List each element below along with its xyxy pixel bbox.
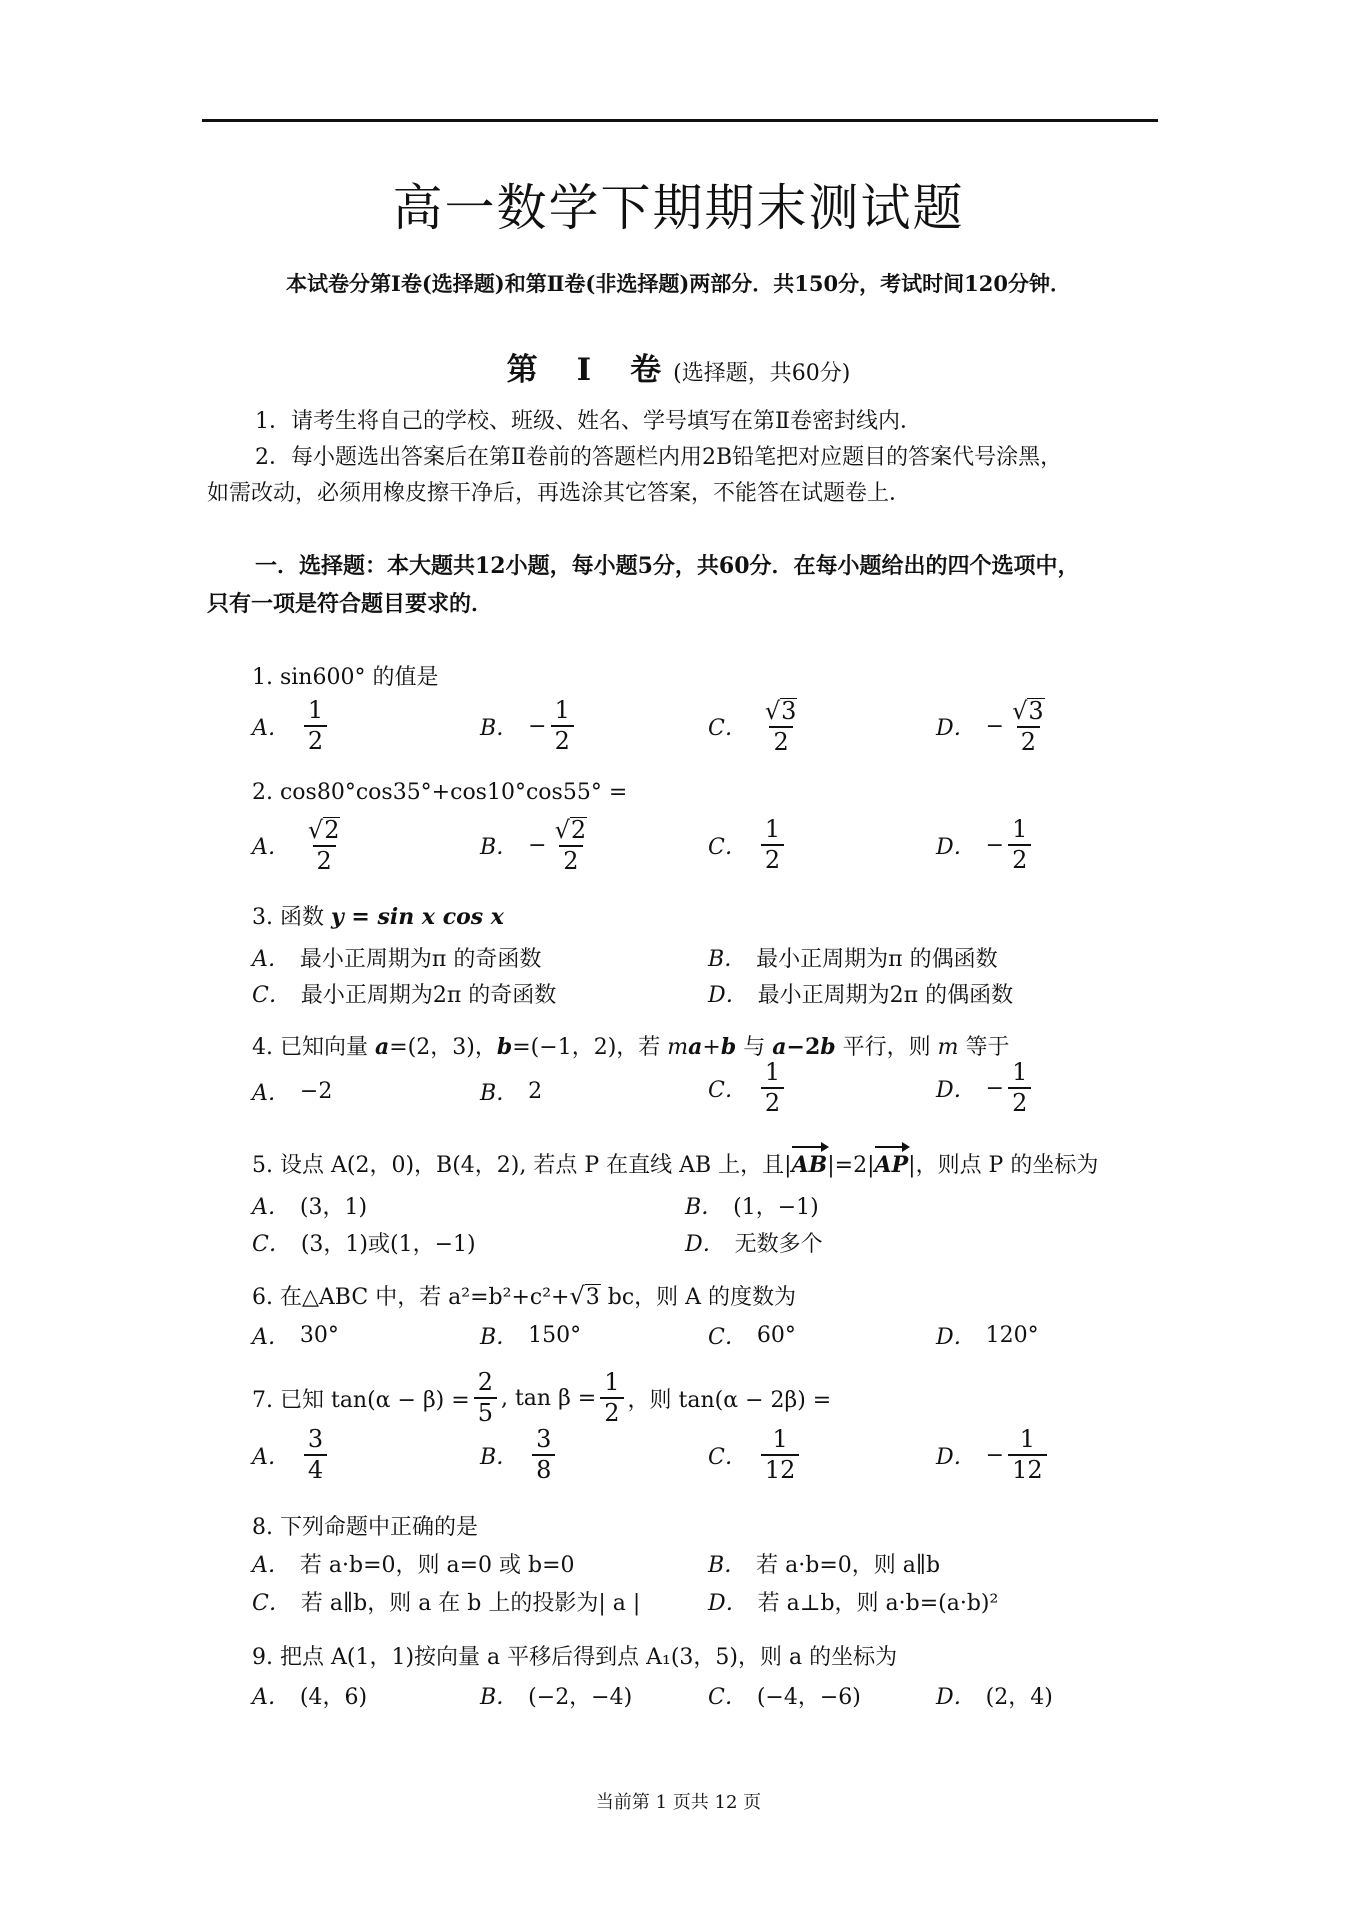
q1-b-label: B．: [480, 715, 519, 741]
q4-option-b: B． 2: [480, 1079, 543, 1106]
q7-option-c: C． $\frac{1}{12}$: [708, 1427, 803, 1483]
top-rule: [202, 119, 1158, 122]
q1-b-fraction: $\frac{1}{2}$: [551, 698, 574, 754]
q4-option-d: D． − $\frac{1}{2}$: [936, 1060, 1035, 1116]
q9-option-d: D． (2，4): [936, 1685, 1053, 1710]
section-heading: [207, 547, 1162, 623]
q1-c-label: C．: [708, 716, 747, 742]
volume-title: 第 Ⅰ 卷: [506, 352, 666, 388]
q6-option-d: D． 120°: [936, 1323, 1039, 1350]
page-title: 高一数学下期期末测试题: [392, 179, 965, 237]
q3-option-b: B． 最小正周期为π 的偶函数: [708, 947, 998, 972]
q1-d-label: D．: [936, 716, 976, 742]
q3-stem: 3. 函数 y = sin x cos x: [252, 904, 504, 930]
q4-stem: 4. 已知向量 a=(2，3)，b=(−1，2)，若 ma+b 与 a−2b 平行，则 m 等于: [252, 1034, 1010, 1060]
q8-option-c: C． 若 a∥b，则 a 在 b 上的投影为| a |: [252, 1591, 641, 1616]
q2-option-a: A． $\frac{√2}{2}$: [252, 817, 348, 874]
q9-option-a: A． (4，6): [252, 1685, 368, 1710]
q1-option-d: D． − $\frac{√3}{2}$: [936, 698, 1053, 755]
exam-intro: 本试卷分第Ⅰ卷(选择题)和第Ⅱ卷(非选择题)两部分．共150分，考试时间120分钟．: [286, 271, 1071, 296]
q9-stem: 9. 把点 A(1，1)按向量 a 平移后得到点 A₁(3，5)，则 a 的坐标为: [252, 1645, 898, 1670]
q1-option-b: B． − $\frac{1}{2}$: [480, 698, 578, 754]
q1-d-fraction: $\frac{√3}{2}$: [1012, 697, 1044, 757]
note-2: 2．每小题选出答案后在第Ⅱ卷前的答题栏内用2B铅笔把对应题目的答案代号涂黑，: [255, 445, 1063, 470]
q5-stem: 5. 设点 A(2，0)，B(4，2), 若点 P 在直线 AB 上，且|AB|=2|AP|，则点 P 的坐标为: [252, 1144, 1098, 1179]
q6-stem: 6. 在△ABC 中，若 a²=b²+c²+√3 bc，则 A 的度数为: [252, 1282, 797, 1310]
q3-formula: y = sin x cos x: [330, 904, 504, 930]
q5-option-b: B． (1，−1): [685, 1195, 819, 1220]
q7-option-d: D． − $\frac{1}{12}$: [936, 1427, 1051, 1483]
q8-option-d: D． 若 a⊥b，则 a·b=(a·b)²: [708, 1591, 999, 1616]
q2-b-fraction: $\frac{√2}{2}$: [554, 816, 587, 876]
q1-a-label: A．: [252, 715, 290, 741]
q1-option-c: [708, 698, 805, 755]
q2-d-fraction: $\frac{1}{2}$: [1008, 817, 1031, 873]
q9-option-b: B． (−2，−4): [480, 1685, 633, 1710]
q2-option-c: C． $\frac{1}{2}$: [708, 817, 788, 873]
vector-ab: AB: [792, 1144, 828, 1178]
q7-option-a: A． $\frac{3}{4}$: [252, 1427, 331, 1483]
note-2-cont: 如需改动，必须用橡皮擦干净后，再选涂其它答案，不能答在试题卷上．: [207, 481, 912, 506]
q6-option-c: C． 60°: [708, 1323, 796, 1350]
q1-c-fraction: $\frac{√3}{2}$: [764, 697, 797, 757]
q8-stem: 8. 下列命题中正确的是: [252, 1515, 478, 1540]
q8-option-b: B． 若 a·b=0，则 a∥b: [708, 1553, 941, 1578]
q4-option-a: A． −2: [252, 1079, 333, 1106]
q3-option-c: C． 最小正周期为2π 的奇函数: [252, 983, 557, 1008]
section-line-1: 一．选择题：本大题共12小题，每小题5分，共60分．在每小题给出的四个选项中，: [255, 553, 1080, 579]
q5-option-d: D． 无数多个: [685, 1232, 823, 1257]
q1-a-fraction: $\frac{1}{2}$: [304, 698, 327, 754]
q3-option-d: D． 最小正周期为2π 的偶函数: [708, 983, 1014, 1008]
q1-option-a: [252, 698, 331, 754]
q6-option-b: B． 150°: [480, 1323, 582, 1350]
q8-option-a: A． 若 a·b=0，则 a=0 或 b=0: [252, 1553, 575, 1578]
q5-option-c: C． (3，1)或(1，−1): [252, 1232, 476, 1257]
section-line-2: 只有一项是符合题目要求的．: [207, 591, 494, 617]
q5-option-a: A． (3，1): [252, 1195, 368, 1220]
q1-stem: 1. sin600° 的值是: [252, 665, 439, 690]
q4-option-c: C． $\frac{1}{2}$: [708, 1060, 788, 1116]
q9-option-c: C． (−4，−6): [708, 1685, 861, 1710]
q2-option-d: D． − $\frac{1}{2}$: [936, 817, 1035, 873]
instructions: [207, 404, 1162, 512]
vector-ap: AP: [875, 1144, 909, 1178]
page-footer: 当前第 1 页共 12 页: [595, 1792, 762, 1813]
q7-option-b: B． $\frac{3}{8}$: [480, 1427, 559, 1483]
q6-option-a: A． 30°: [252, 1323, 339, 1350]
note-1: 1．请考生将自己的学校、班级、姓名、学号填写在第Ⅱ卷密封线内．: [255, 409, 922, 434]
q2-a-fraction: $\frac{√2}{2}$: [307, 816, 340, 876]
q7-stem: 7. 已知 tan(α − β) = $\frac{2}{5}$ , tan β = $\frac{1}{2}$ ，则 tan(α − 2β) =: [252, 1368, 832, 1428]
volume-heading: [0, 344, 1357, 389]
q2-stem: 2. cos80°cos35°+cos10°cos55° =: [252, 780, 628, 805]
q2-option-b: B． − $\frac{√2}{2}$: [480, 817, 595, 874]
volume-subtitle: (选择题，共60分): [673, 361, 851, 386]
q3-option-a: A． 最小正周期为π 的奇函数: [252, 947, 542, 972]
q2-c-fraction: $\frac{1}{2}$: [761, 817, 784, 873]
